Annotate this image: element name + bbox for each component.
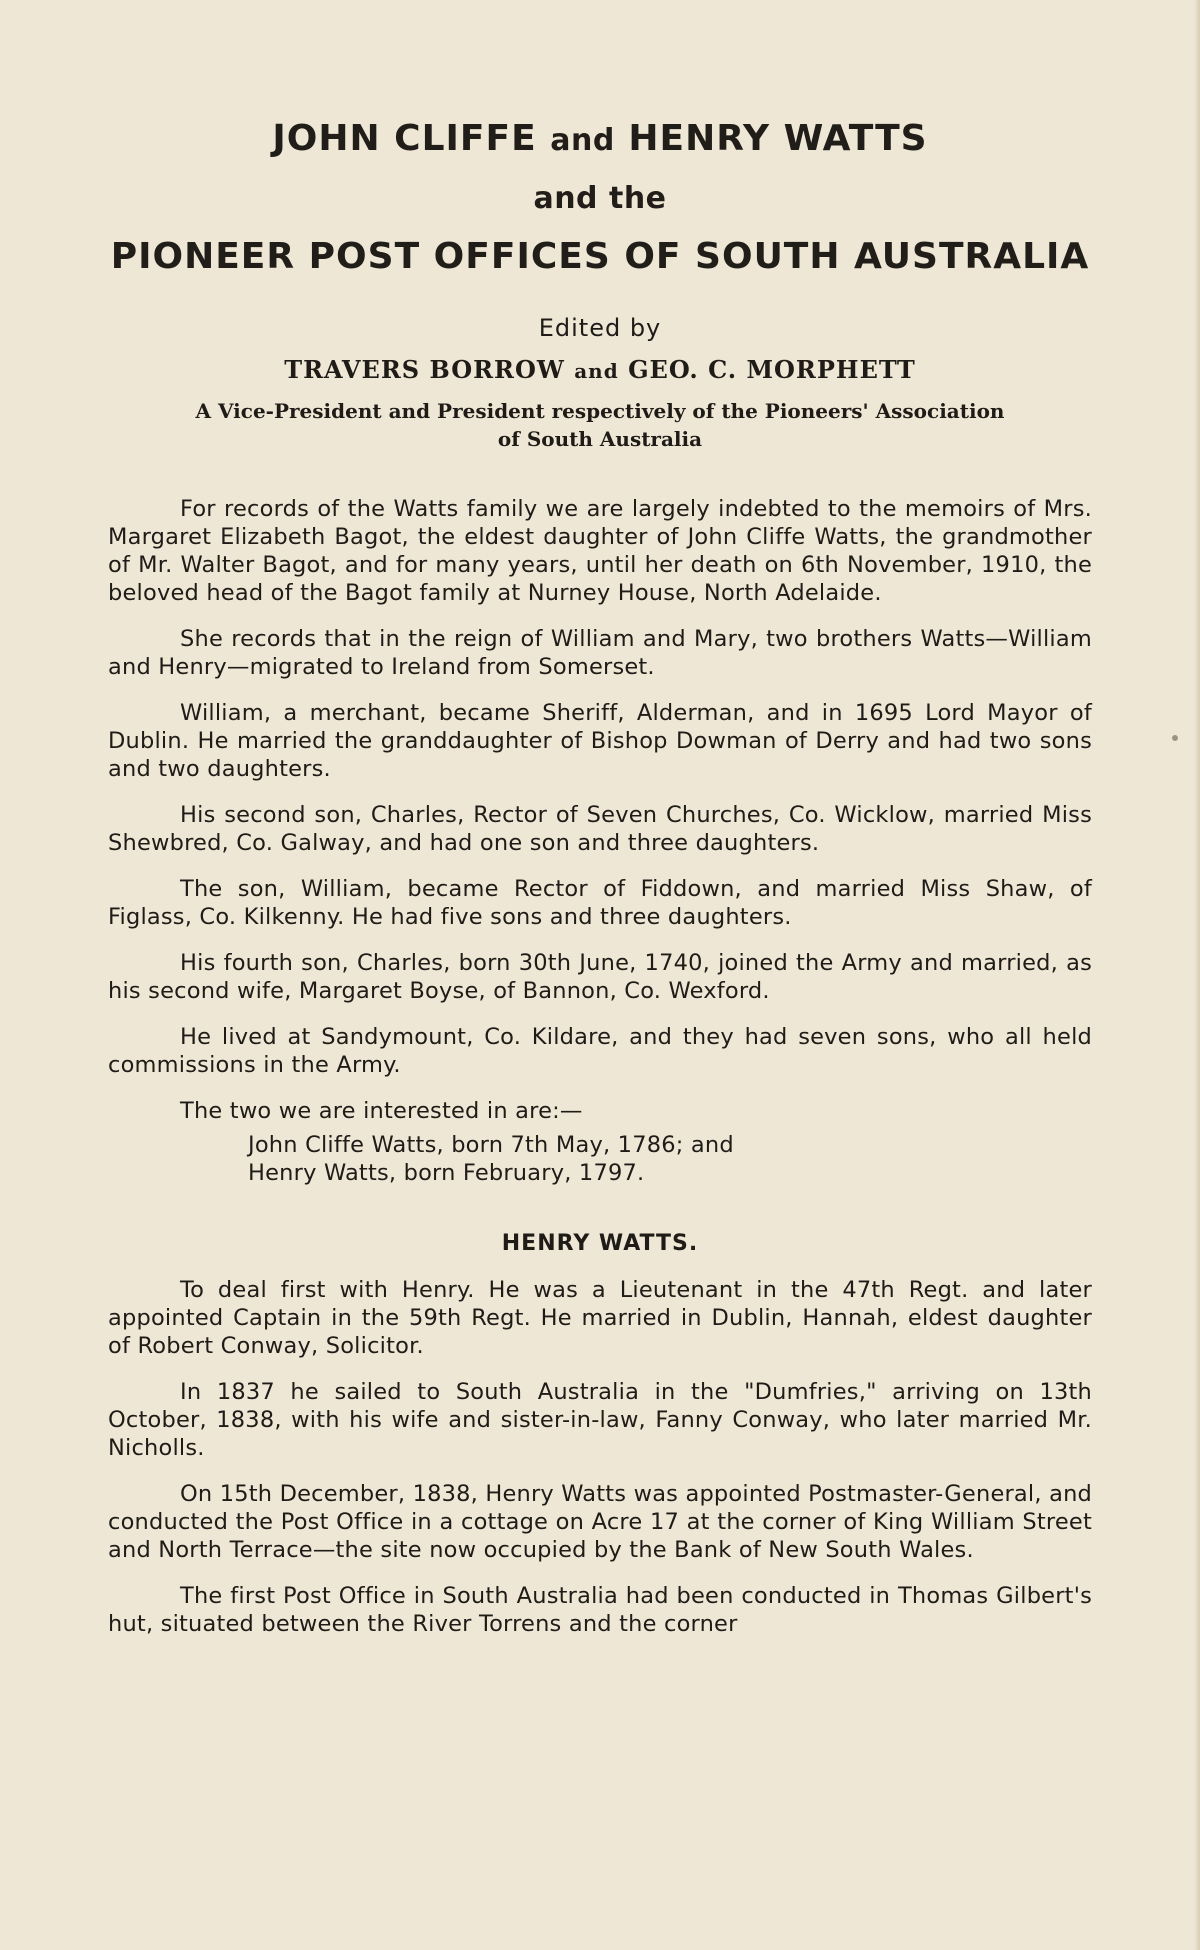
title-line-1	[108, 110, 1092, 170]
paragraph: For records of the Watts family we are largely indebted to the memoirs of Mrs. Margaret Elizabeth Bagot, the eldest daughter of John Cliffe Watts, the grandmother of Mr. Walter Bagot, and for many years, until her death on 6th November, 1910, the beloved head of the Bagot family at Nurney House, North Adelaide.	[108, 496, 1092, 606]
affiliation-line-2: of South Australia	[497, 427, 703, 451]
affiliation-line-1: A Vice-President and President respectively of the Pioneers' Association	[195, 399, 1005, 423]
list-item: John Cliffe Watts, born 7th May, 1786; and	[248, 1132, 734, 1158]
title-line-2: and the	[533, 181, 667, 216]
document-page	[108, 110, 1092, 1656]
editor-and: and	[574, 359, 619, 383]
body-text	[108, 495, 1092, 1638]
document-title	[108, 110, 1092, 286]
title-line-3: PIONEER POST OFFICES OF SOUTH AUSTRALIA	[110, 236, 1090, 277]
title-and: and	[550, 123, 615, 158]
page-edge	[1194, 0, 1200, 1950]
title-name-john-cliffe: JOHN CLIFFE	[272, 118, 537, 159]
paragraph: William, a merchant, became Sheriff, Alderman, and in 1695 Lord Mayor of Dublin. He married the granddaughter of Bishop Dowman of Derry and had two sons and two daughters.	[108, 700, 1092, 782]
interested-intro: The two we are interested in are:—	[180, 1098, 583, 1124]
title-name-henry-watts: HENRY WATTS	[628, 118, 928, 159]
paper-speck	[1172, 735, 1178, 741]
editor-names	[108, 348, 1092, 393]
editor-name-2: GEO. C. MORPHETT	[628, 355, 916, 384]
paragraph: She records that in the reign of William and Mary, two brothers Watts—William and Henry—migrated to Ireland from Somerset.	[108, 626, 1092, 680]
section-heading-henry-watts: HENRY WATTS.	[501, 1231, 699, 1256]
editors-block	[108, 308, 1092, 453]
list-item: Henry Watts, born February, 1797.	[248, 1160, 645, 1186]
paragraph: The first Post Office in South Australia had been conducted in Thomas Gilbert's hut, situated between the River Torrens and the corner	[108, 1583, 1092, 1637]
paragraph: He lived at Sandymount, Co. Kildare, and they had seven sons, who all held commissions in the Army.	[108, 1024, 1092, 1078]
paragraph: On 15th December, 1838, Henry Watts was appointed Postmaster-General, and conducted the Post Office in a cottage on Acre 17 at the corner of King William Street and North Terrace—the site now occupied by the Bank of New South Wales.	[108, 1481, 1093, 1563]
editor-name-1: TRAVERS BORROW	[284, 355, 565, 384]
editor-affiliation	[108, 397, 1092, 453]
paragraph: The son, William, became Rector of Fiddown, and married Miss Shaw, of Figlass, Co. Kilkenny. He had five sons and three daughters.	[108, 876, 1092, 930]
paragraph: To deal first with Henry. He was a Lieutenant in the 47th Regt. and later appointed Captain in the 59th Regt. He married in Dublin, Hannah, eldest daughter of Robert Conway, Solicitor.	[108, 1277, 1092, 1359]
edited-by-label: Edited by	[538, 314, 662, 342]
paragraph: In 1837 he sailed to South Australia in the "Dumfries," arriving on 13th October, 1838, with his wife and sister-in-law, Fanny Conway, who later married Mr. Nicholls.	[108, 1379, 1092, 1461]
paragraph: His second son, Charles, Rector of Seven Churches, Co. Wicklow, married Miss Shewbred, Co. Galway, and had one son and three daughters.	[108, 802, 1092, 856]
paragraph: His fourth son, Charles, born 30th June, 1740, joined the Army and married, as his second wife, Margaret Boyse, of Bannon, Co. Wexford.	[108, 950, 1092, 1004]
